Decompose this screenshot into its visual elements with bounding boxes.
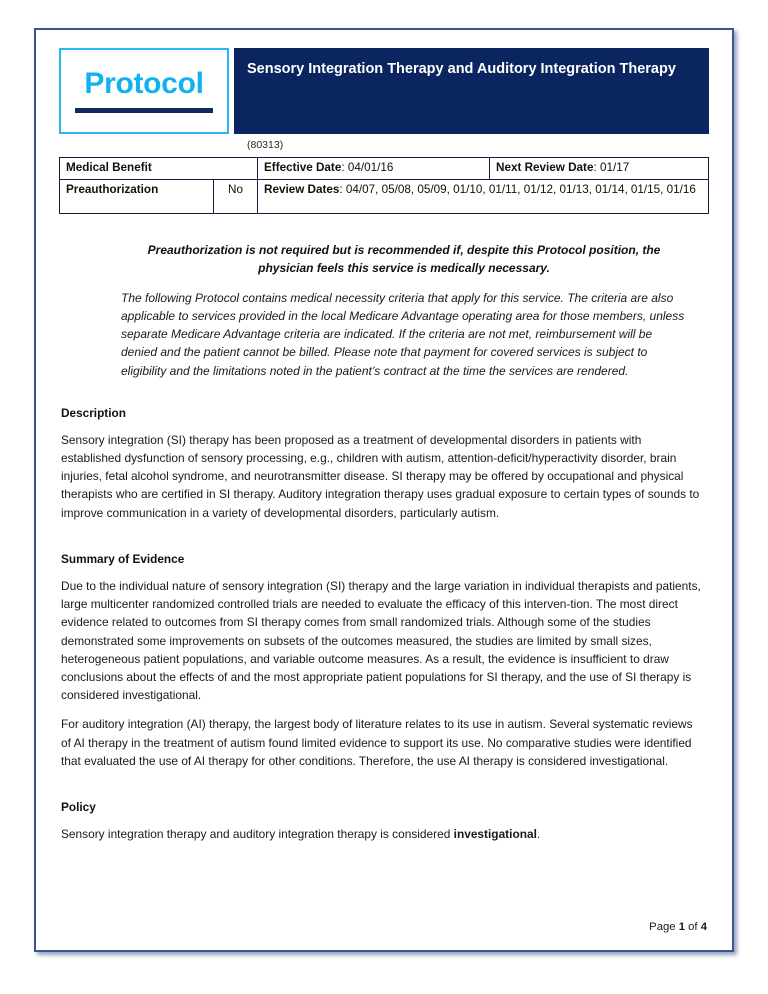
document-page-wrapper: [34, 28, 734, 952]
review-dates-label: Review Dates: [264, 183, 340, 197]
document-header: [59, 48, 709, 155]
cell-medical-benefit-label: Medical Benefit: [60, 157, 258, 180]
page-footer: [649, 921, 707, 933]
document-title: Sensory Integration Therapy and Auditory Integration Therapy: [234, 48, 709, 134]
description-paragraph: Sensory integration (SI) therapy has been proposed as a treatment of developmental disorders in patients with established dysfunction of sensory processing, e.g., children with autism, attention-deficit/hyperactivity disorder, brain injuries, fetal alcohol syndrome, and neurotransmitter disease. SI therapy may be offered by occupational and physical therapists who are certified in SI therapy. Auditory integration therapy uses gradual exposure to certain types of sounds to improve communication in a variety of developmental disorders, particularly autism.: [61, 432, 700, 520]
page-content: [36, 30, 732, 950]
policy-text-after: .: [536, 826, 541, 841]
table-row: [60, 180, 709, 214]
title-column: [234, 48, 709, 155]
policy-emphasis: investigational: [453, 826, 537, 841]
cell-effective-date: [258, 157, 490, 180]
notice-emphasis-text: Preauthorization is not required but is recommended if, despite this Protocol position, the physician feels this service is medically necessary.: [147, 243, 661, 275]
review-dates-value: : 04/07, 05/08, 05/09, 01/10, 01/11, 01/12, 01/13, 01/14, 01/15, 01/16: [339, 183, 696, 197]
footer-page-word: Page: [649, 921, 676, 933]
footer-page-number: 1: [678, 921, 685, 933]
policy-paragraph: [61, 825, 701, 843]
footer-of-word: of: [688, 921, 698, 933]
next-review-date-value: : 01/17: [593, 160, 630, 174]
section-heading-policy: Policy: [61, 799, 96, 814]
section-heading-summary-of-evidence: Summary of Evidence: [61, 551, 185, 566]
summary-paragraph-1: Due to the individual nature of sensory integration (SI) therapy and the large variation in individual therapists and patients, large multicenter randomized controlled trials are needed to evaluate the efficacy of this interven-tion. The most direct evidence related to outcomes from SI therapy comes from small randomized trials. Although some of the studies demonstrated some improvements on subsets of the outcomes measured, the studies are limited by small sizes, heterogeneous patient populations, and variable outcome measures. As a result, the evidence is insufficient to draw conclusions about the effects of and the most appropriate patient populations for SI therapy, and the use of SI therapy is considered investigational.: [61, 578, 701, 703]
logo-wordmark: Protocol: [84, 66, 204, 100]
cell-next-review-date: [490, 157, 709, 180]
cell-review-dates: [258, 180, 709, 214]
notice-body-text: The following Protocol contains medical necessity criteria that apply for this service. The criteria are also applicable to services provided in the local Medicare Advantage operating area for those members, unless separate Medicare Advantage criteria are indicated. If the criteria are not met, reimbursement will be denied and the patient cannot be billed. Please note that payment for covered services is subject to eligibility and the limitations noted in the patient’s contract at the time the services are rendered.: [121, 290, 685, 378]
document-page: [34, 28, 734, 952]
next-review-date-label: Next Review Date: [496, 160, 594, 174]
preauthorization-notice: [59, 242, 709, 380]
logo-underline-rule: [75, 108, 213, 113]
section-heading-description: Description: [61, 405, 126, 420]
effective-date-value: : 04/01/16: [341, 160, 394, 174]
document-info-table: [59, 157, 709, 215]
policy-text-before: Sensory integration therapy and auditory integration therapy is considered: [61, 826, 454, 841]
table-row: [60, 157, 709, 180]
summary-paragraph-2: For auditory integration (AI) therapy, the largest body of literature relates to its use in autism. Several systematic reviews of AI therapy in the treatment of autism found limited evidence to support its use. No comparative studies were identified that evaluated the use of AI therapy for other conditions. Therefore, the use AI therapy is considered investigational.: [61, 717, 693, 768]
protocol-logo: [59, 48, 229, 134]
document-body: [59, 406, 709, 843]
document-code: (80313): [247, 139, 284, 151]
cell-preauthorization-label: Preauthorization: [60, 180, 214, 214]
effective-date-label: Effective Date: [264, 160, 342, 174]
footer-total-pages: 4: [700, 921, 707, 933]
cell-preauthorization-value: No: [214, 180, 258, 214]
